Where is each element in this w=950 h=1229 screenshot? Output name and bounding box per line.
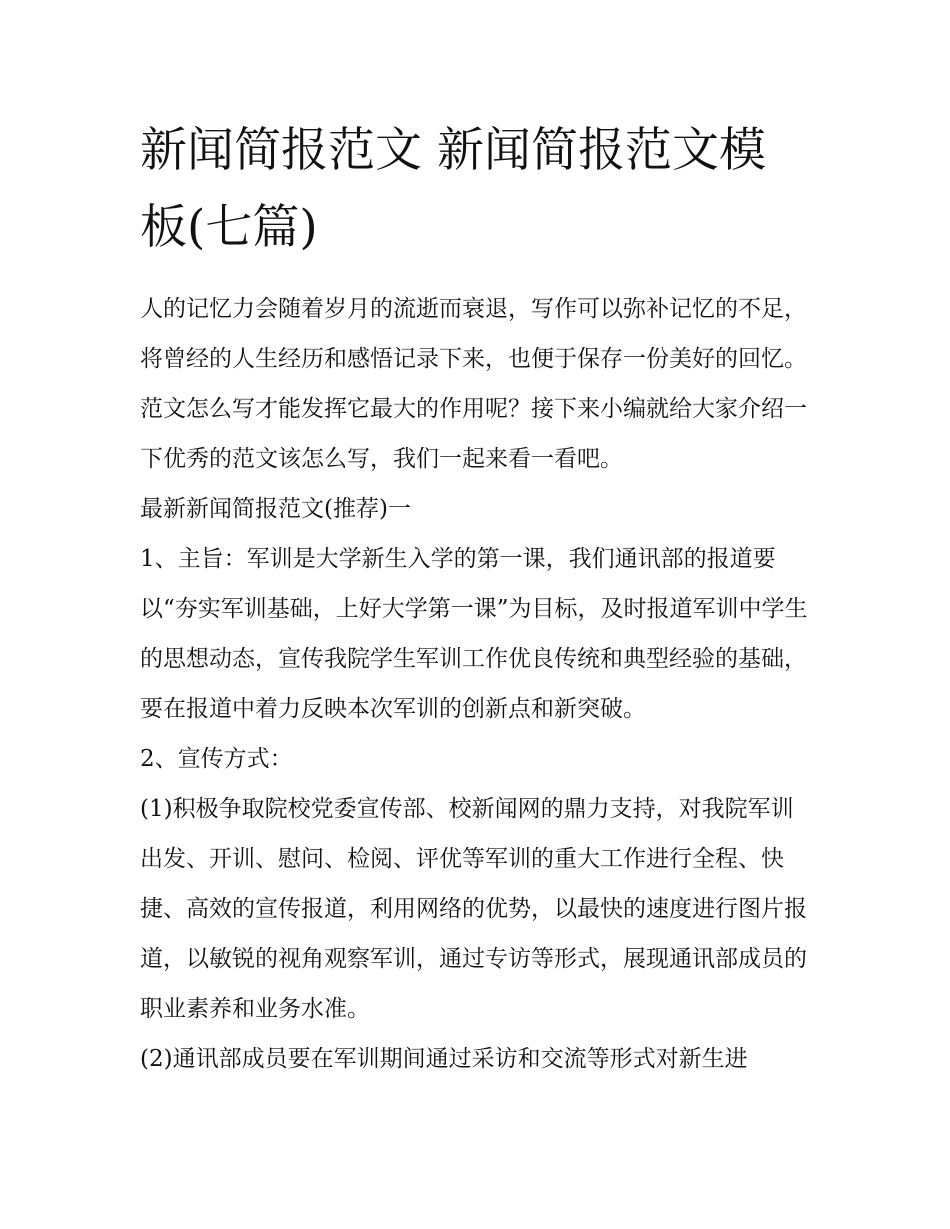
document-body bbox=[140, 112, 812, 1084]
item-2-paragraph: 2、宣传方式： bbox=[140, 746, 293, 772]
document-title: 新闻简报范文 新闻简报范文模板(七篇) bbox=[140, 123, 766, 255]
section-heading: 最新新闻简报范文(推荐)一 bbox=[140, 496, 411, 522]
intro-paragraph: 人的记忆力会随着岁月的流逝而衰退，写作可以弥补记忆的不足，将曾经的人生经历和感悟记录下来，也便于保存一份美好的回忆。范文怎么写才能发挥它最大的作用呢？接下来小编就给大家介绍一下优秀的范文该怎么写，我们一起来看一看吧。 bbox=[140, 296, 807, 472]
item-1-paragraph: 1、主旨：军训是大学新生入学的第一课，我们通讯部的报道要以“夯实军训基础，上好大学第一课”为目标，及时报道军训中学生的思想动态，宣传我院学生军训工作优良传统和典型经验的基础，要在报道中着力反映本次军训的创新点和新突破。 bbox=[140, 546, 808, 722]
sub-item-1-paragraph: (1)积极争取院校党委宣传部、校新闻网的鼎力支持，对我院军训出发、开训、慰问、检阅、评优等军训的重大工作进行全程、快捷、高效的宣传报道，利用网络的优势，以最快的速度进行图片报道，以敏锐的视角观察军训，通过专访等形式，展现通讯部成员的职业素养和业务水准。 bbox=[140, 796, 807, 1022]
sub-item-2-paragraph: (2)通讯部成员要在军训期间通过采访和交流等形式对新生进 bbox=[140, 1046, 748, 1072]
